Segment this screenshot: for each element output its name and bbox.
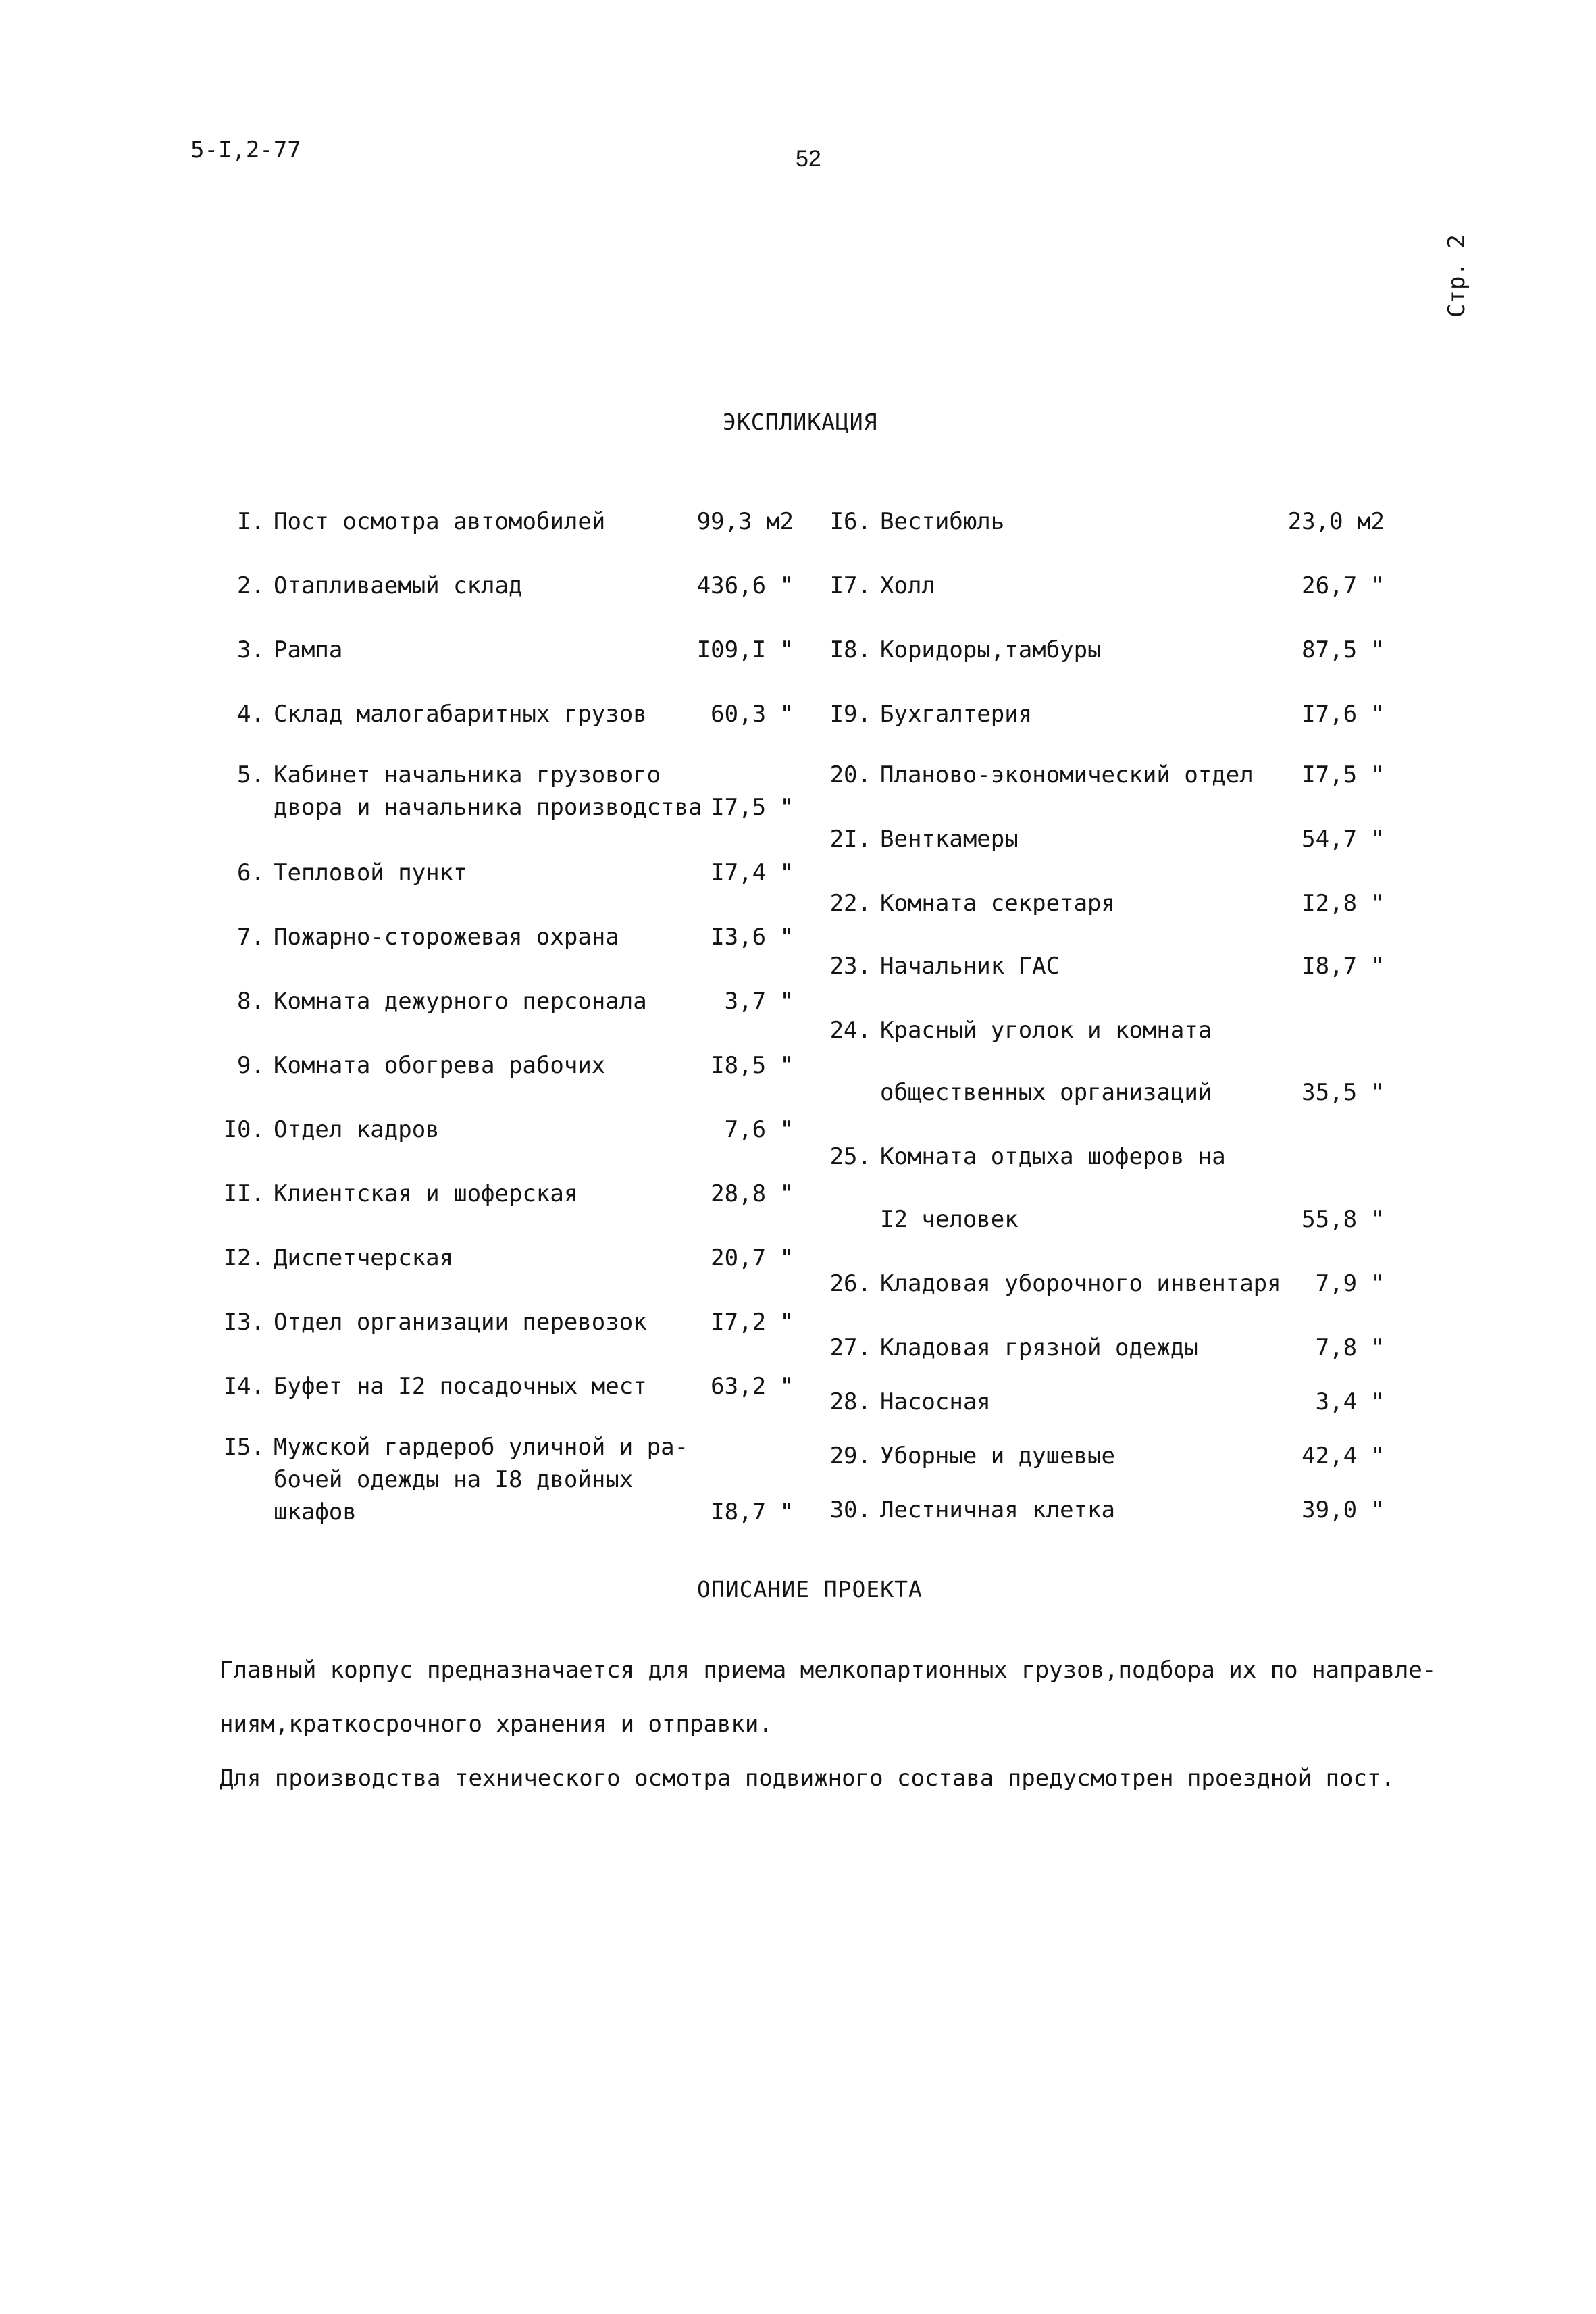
- item-area-value: I09,I ": [696, 636, 794, 663]
- item-number: 3.: [237, 636, 265, 663]
- item-number: I4.: [223, 1373, 265, 1400]
- item-number: 26.: [829, 1270, 871, 1297]
- item-number: 5.: [237, 761, 265, 788]
- item-name-line: Планово-экономический отдел: [880, 761, 1254, 788]
- page-number: 52: [796, 146, 821, 172]
- item-area-value: 23,0 м2: [1287, 508, 1385, 535]
- item-area-value: I7,5 ": [1302, 761, 1385, 788]
- item-number: 30.: [829, 1496, 871, 1524]
- item-number: 20.: [829, 761, 871, 788]
- item-area-value: 3,4 ": [1315, 1388, 1385, 1415]
- item-area-value: 35,5 ": [1302, 1079, 1385, 1106]
- item-number: II.: [223, 1180, 265, 1207]
- item-area-value: I8,7 ": [711, 1499, 794, 1526]
- item-number: 7.: [237, 924, 265, 951]
- item-area-value: 3,7 ": [724, 988, 794, 1015]
- item-name-line: Комната дежурного персонала: [274, 988, 647, 1015]
- item-name-line: Тепловой пункт: [274, 859, 467, 886]
- item-area-value: I2,8 ": [1302, 890, 1385, 917]
- item-number: 2.: [237, 572, 265, 599]
- item-number: I2.: [223, 1244, 265, 1272]
- item-name-line: Венткамеры: [880, 826, 1019, 853]
- item-area-value: 436,6 ": [696, 572, 794, 599]
- item-name-line: Красный уголок и комната: [880, 1017, 1212, 1044]
- item-number: 23.: [829, 953, 871, 980]
- item-number: 8.: [237, 988, 265, 1015]
- item-name-line: двора и начальника производства: [274, 794, 702, 821]
- item-area-value: I3,6 ": [711, 924, 794, 951]
- item-area-value: 60,3 ": [711, 701, 794, 728]
- item-number: 2I.: [829, 826, 871, 853]
- item-area-value: 7,8 ": [1315, 1334, 1385, 1361]
- item-name-line: Комната секретаря: [880, 890, 1115, 917]
- item-name-line: Кладовая уборочного инвентаря: [880, 1270, 1281, 1297]
- item-name-line: Лестничная клетка: [880, 1496, 1115, 1524]
- item-number: I8.: [829, 636, 871, 663]
- item-name-line: Мужской гардероб уличной и ра-: [274, 1434, 689, 1461]
- item-name-line: бочей одежды на I8 двойных: [274, 1466, 634, 1493]
- item-name-line: I2 человек: [880, 1206, 1019, 1233]
- item-name-line: Холл: [880, 572, 935, 599]
- item-area-value: 87,5 ": [1302, 636, 1385, 663]
- item-name-line: Комната отдыха шоферов на: [880, 1143, 1226, 1170]
- item-name-line: Отдел кадров: [274, 1116, 440, 1143]
- item-number: 24.: [829, 1017, 871, 1044]
- description-paragraph-1: Главный корпус предназначается для приема мелкопартионных грузов,подбора их по направле-: [220, 1657, 1437, 1684]
- item-area-value: 28,8 ": [711, 1180, 794, 1207]
- description-paragraph-2: ниям,краткосрочного хранения и отправки.: [220, 1711, 773, 1738]
- document-code: 5-I,2-77: [190, 136, 301, 164]
- item-area-value: 54,7 ": [1302, 826, 1385, 853]
- item-name-line: Рампа: [274, 636, 343, 663]
- item-name-line: Склад малогабаритных грузов: [274, 701, 647, 728]
- item-area-value: I8,7 ": [1302, 953, 1385, 980]
- explication-title: ЭКСПЛИКАЦИЯ: [723, 409, 878, 435]
- item-area-value: 55,8 ": [1302, 1206, 1385, 1233]
- item-name-line: Кабинет начальника грузового: [274, 761, 661, 788]
- item-number: 27.: [829, 1334, 871, 1361]
- item-name-line: Коридоры,тамбуры: [880, 636, 1102, 663]
- item-name-line: Вестибюль: [880, 508, 1005, 535]
- item-area-value: I8,5 ": [711, 1052, 794, 1079]
- item-area-value: 7,6 ": [724, 1116, 794, 1143]
- item-name-line: Бухгалтерия: [880, 701, 1033, 728]
- description-title: ОПИСАНИЕ ПРОЕКТА: [697, 1576, 923, 1603]
- item-number: 25.: [829, 1143, 871, 1170]
- item-number: I6.: [829, 508, 871, 535]
- item-number: 4.: [237, 701, 265, 728]
- item-name-line: Начальник ГАС: [880, 953, 1060, 980]
- item-name-line: шкафов: [274, 1499, 357, 1526]
- item-name-line: Отдел организации перевозок: [274, 1309, 647, 1336]
- item-area-value: I7,5 ": [711, 794, 794, 821]
- item-number: 28.: [829, 1388, 871, 1415]
- item-name-line: Диспетчерская: [274, 1244, 454, 1272]
- item-number: 22.: [829, 890, 871, 917]
- item-number: I9.: [829, 701, 871, 728]
- item-name-line: Пост осмотра автомобилей: [274, 508, 606, 535]
- item-area-value: 20,7 ": [711, 1244, 794, 1272]
- item-number: I3.: [223, 1309, 265, 1336]
- item-area-value: 39,0 ": [1302, 1496, 1385, 1524]
- item-name-line: Буфет на I2 посадочных мест: [274, 1373, 647, 1400]
- item-area-value: 26,7 ": [1302, 572, 1385, 599]
- item-area-value: I7,4 ": [711, 859, 794, 886]
- item-number: I0.: [223, 1116, 265, 1143]
- item-name-line: Комната обогрева рабочих: [274, 1052, 606, 1079]
- item-area-value: 99,3 м2: [696, 508, 794, 535]
- item-number: I.: [237, 508, 265, 535]
- sheet-label: Стр. 2: [1443, 234, 1470, 318]
- item-name-line: Клиентская и шоферская: [274, 1180, 578, 1207]
- item-area-value: I7,2 ": [711, 1309, 794, 1336]
- item-name-line: общественных организаций: [880, 1079, 1212, 1106]
- item-name-line: Отапливаемый склад: [274, 572, 523, 599]
- item-number: I5.: [223, 1434, 265, 1461]
- item-name-line: Уборные и душевые: [880, 1442, 1115, 1469]
- item-name-line: Насосная: [880, 1388, 991, 1415]
- item-number: I7.: [829, 572, 871, 599]
- item-area-value: I7,6 ": [1302, 701, 1385, 728]
- description-paragraph-3: Для производства технического осмотра подвижного состава предусмотрен проездной пост.: [220, 1765, 1395, 1792]
- item-name-line: Кладовая грязной одежды: [880, 1334, 1198, 1361]
- item-area-value: 7,9 ": [1315, 1270, 1385, 1297]
- item-area-value: 42,4 ": [1302, 1442, 1385, 1469]
- item-area-value: 63,2 ": [711, 1373, 794, 1400]
- item-number: 6.: [237, 859, 265, 886]
- item-number: 9.: [237, 1052, 265, 1079]
- item-number: 29.: [829, 1442, 871, 1469]
- item-name-line: Пожарно-сторожевая охрана: [274, 924, 619, 951]
